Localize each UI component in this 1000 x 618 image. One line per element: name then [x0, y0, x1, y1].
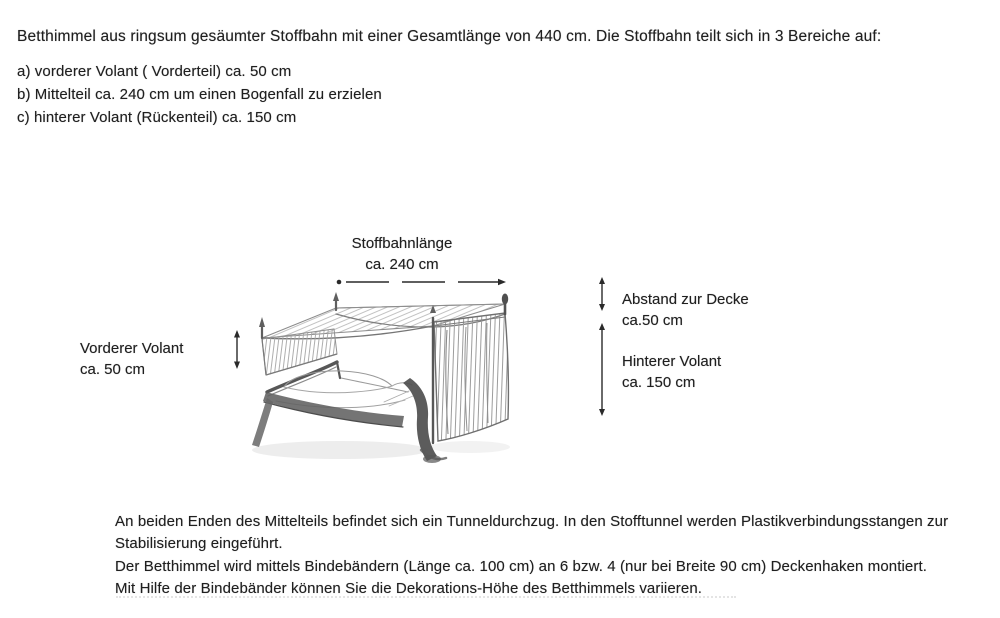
label-stoffbahnlaenge — [296, 233, 508, 275]
label-vorderer-volant — [80, 338, 183, 380]
measure-arrow-hinterer-volant — [599, 323, 605, 416]
footer-line-4: Mit Hilfe der Bindebänder können Sie die Dekorations-Höhe des Betthimmels variieren. — [115, 579, 703, 597]
footer-paragraph — [115, 511, 948, 600]
list-item-a: a) vorderer Volant ( Vorderteil) ca. 50 cm — [17, 63, 292, 80]
label-abstand-decke-line1: Abstand zur Decke — [622, 291, 749, 308]
label-hinterer-volant-line2: ca. 150 cm — [622, 374, 696, 391]
footer-line-2: Stabilisierung eingeführt. — [115, 535, 283, 553]
label-hinterer-volant-line1: Hinterer Volant — [622, 353, 722, 370]
measure-arrow-stoffbahn — [337, 279, 506, 285]
footer-line-3: Der Betthimmel wird mittels Bindebändern (Länge ca. 100 cm) an 6 bzw. 4 (nur bei Breite 90 cm) Deckenhaken montiert. — [115, 557, 927, 575]
label-abstand-decke-line2: ca.50 cm — [622, 312, 683, 329]
label-abstand-decke — [622, 289, 749, 331]
measure-arrow-vorderer-volant — [234, 330, 240, 369]
list-item-b: b) Mittelteil ca. 240 cm um einen Bogenfall zu erzielen — [17, 86, 382, 103]
label-vorderer-volant-line1: Vorderer Volant — [80, 340, 184, 357]
list-item-c: c) hinterer Volant (Rückenteil) ca. 150 cm — [17, 109, 297, 126]
label-vorderer-volant-line2: ca. 50 cm — [80, 361, 146, 378]
scan-artifact-line — [116, 596, 736, 598]
measure-arrow-abstand-decke — [599, 277, 605, 311]
label-hinterer-volant — [622, 351, 721, 393]
label-stoffbahnlaenge-line1: Stoffbahnlänge — [351, 235, 453, 252]
rear-curtain-sketch — [434, 313, 508, 441]
intro-paragraph: Betthimmel aus ringsum gesäumter Stoffbahn mit einer Gesamtlänge von 440 cm. Die Stoffbahn teilt sich in 3 Bereiche auf: — [17, 28, 882, 45]
label-stoffbahnlaenge-line2: ca. 240 cm — [365, 256, 439, 273]
footer-line-1: An beiden Enden des Mittelteils befindet sich ein Tunneldurchzug. In den Stofftunnel werden Plastikverbindungsstangen zur — [115, 513, 949, 530]
